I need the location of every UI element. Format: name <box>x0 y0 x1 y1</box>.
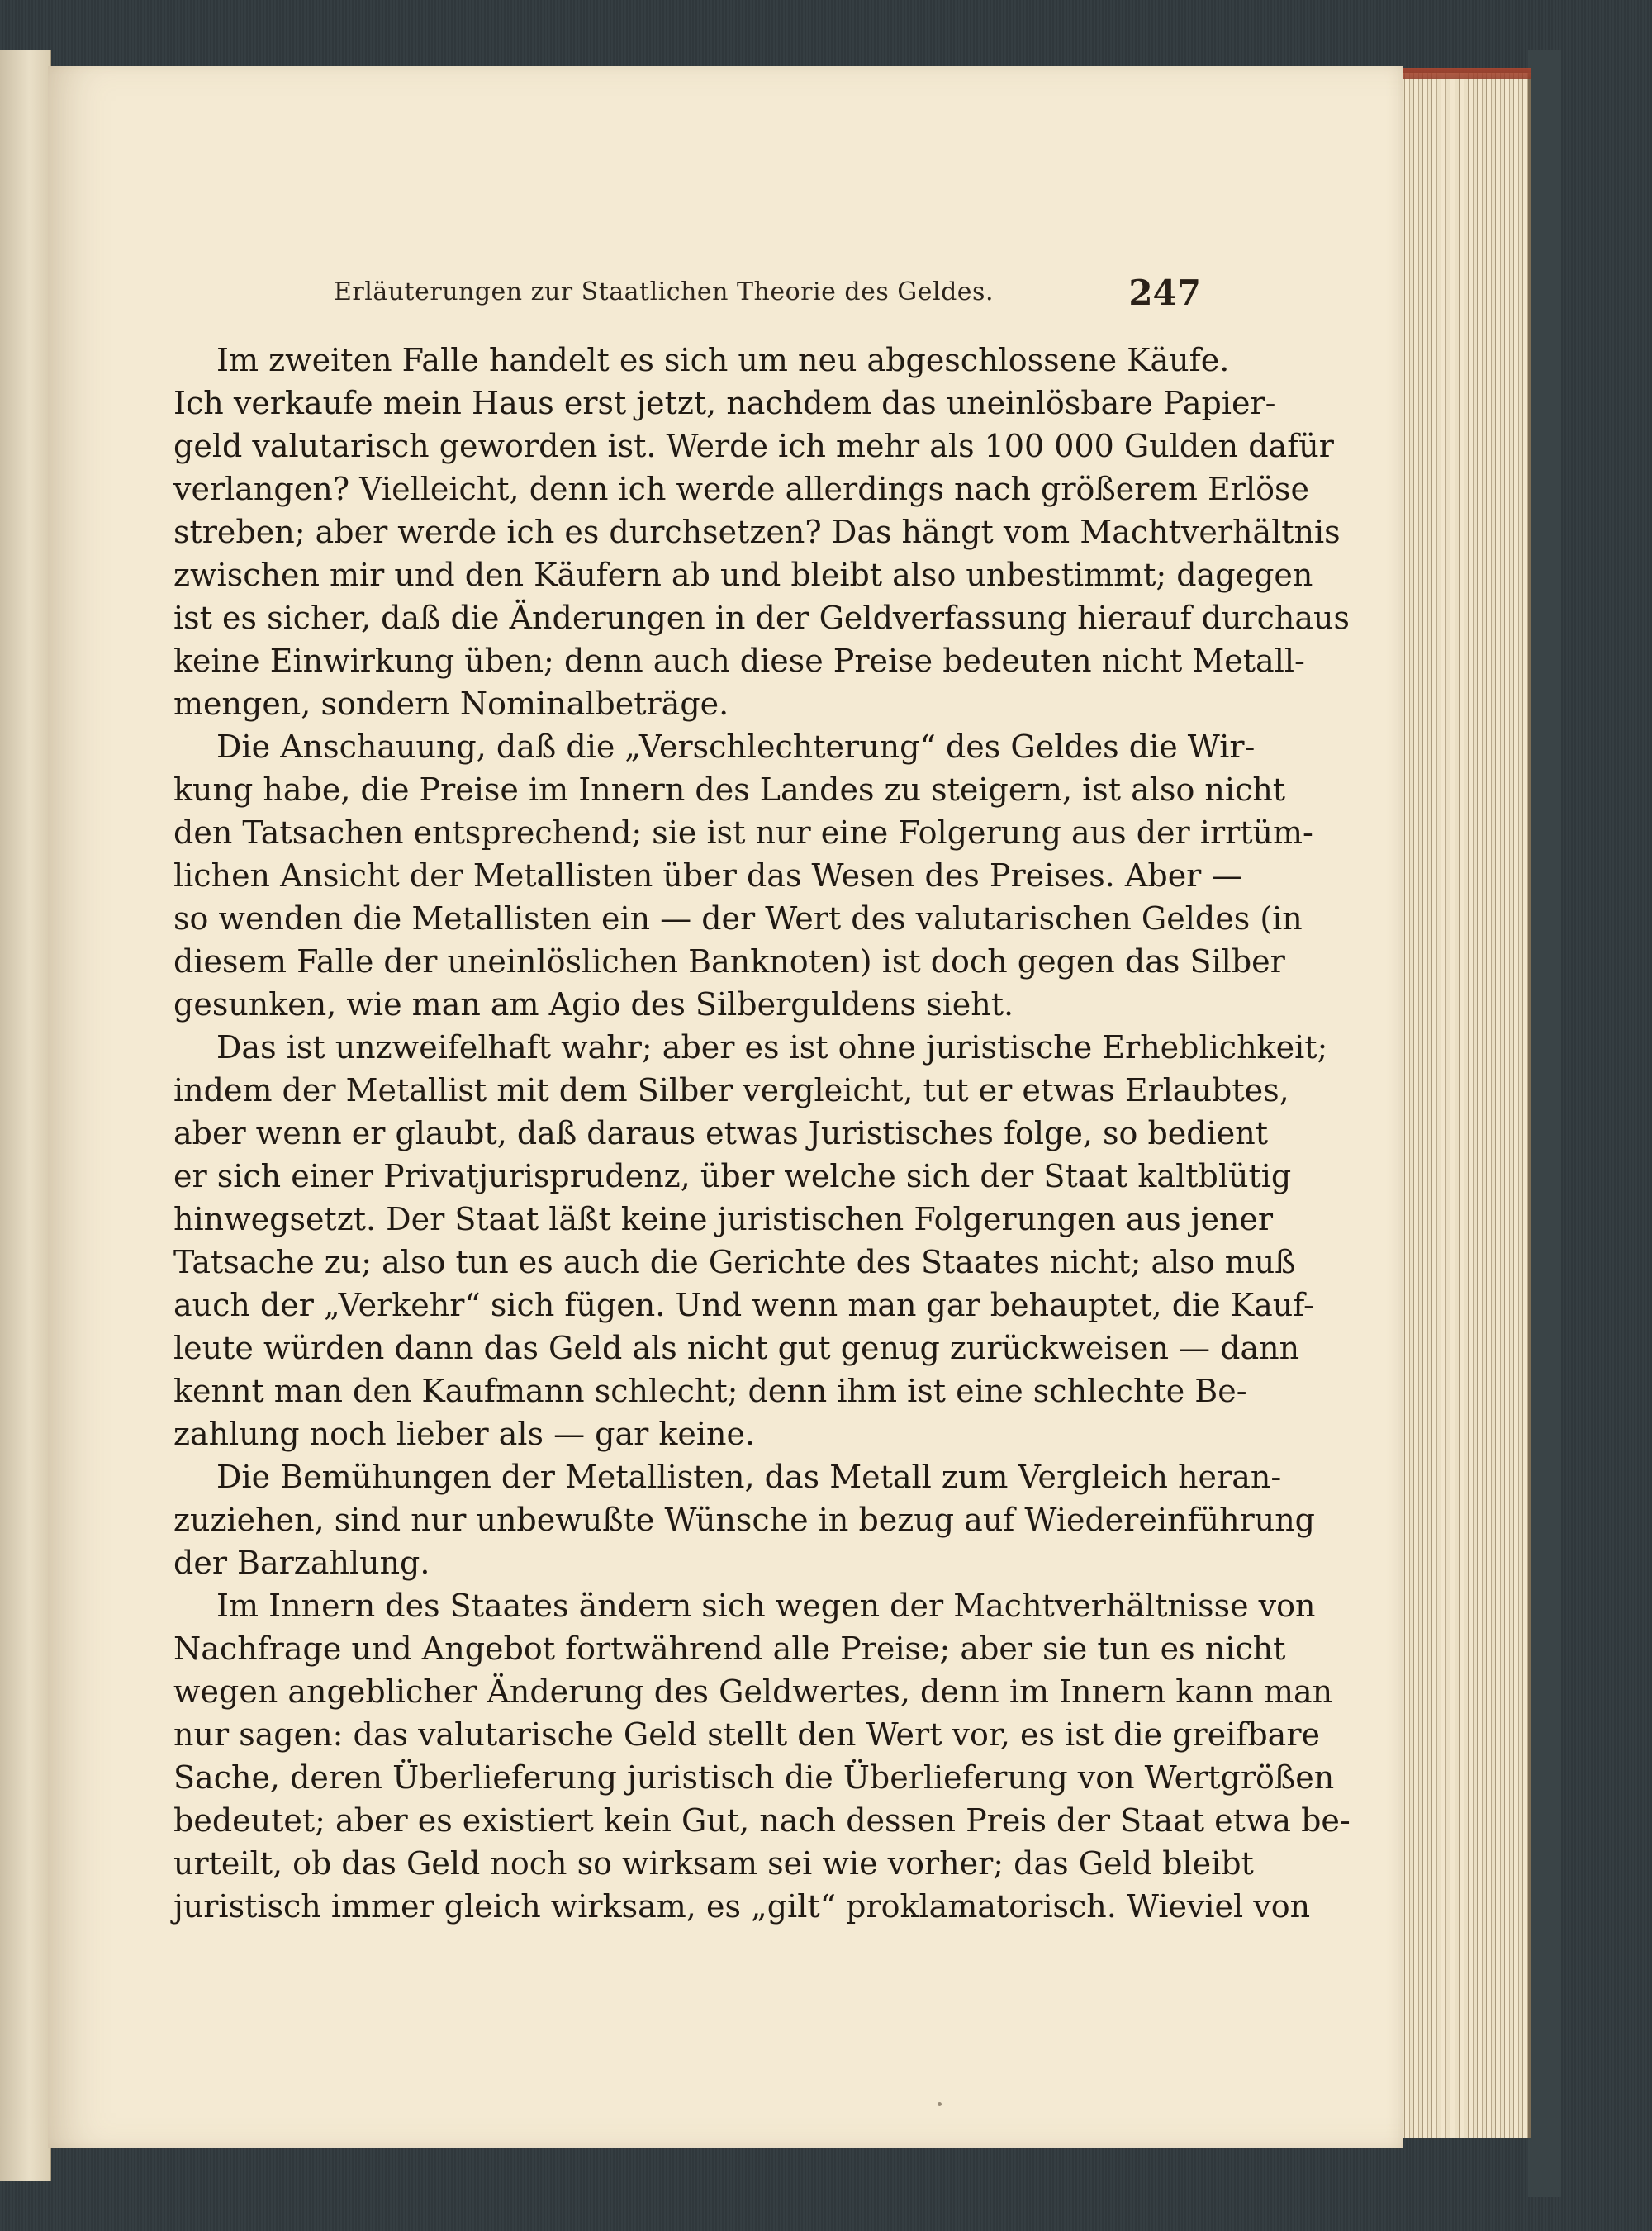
text-line: verlangen? Vielleicht, denn ich werde allerdings nach größerem Erlöse <box>173 471 1309 507</box>
text-line: ist es sicher, daß die Änderungen in der Geldverfassung hierauf durchaus <box>173 600 1350 636</box>
page-number: 247 <box>1128 273 1201 313</box>
text-line: streben; aber werde ich es durchsetzen? Das hängt vom Machtverhältnis <box>173 514 1341 550</box>
text-line: Das ist unzweifelhaft wahr; aber es ist ohne juristische Erheblichkeit; <box>216 1029 1328 1066</box>
text-line: keine Einwirkung üben; denn auch diese Preise bedeuten nicht Metall- <box>173 643 1305 679</box>
text-line: Im zweiten Falle handelt es sich um neu abgeschlossene Käufe. <box>216 342 1230 378</box>
text-line: lichen Ansicht der Metallisten über das Wesen des Preises. Aber — <box>173 857 1243 894</box>
text-line: Nachfrage und Angebot fortwährend alle Preise; aber sie tun es nicht <box>173 1631 1286 1667</box>
paragraph <box>173 1584 1351 1928</box>
text-line: leute würden dann das Geld als nicht gut genug zurückweisen — dann <box>173 1330 1300 1366</box>
body-text <box>173 339 1351 1928</box>
text-line: auch der „Verkehr“ sich fügen. Und wenn man gar behauptet, die Kauf- <box>173 1287 1314 1323</box>
text-line: Tatsache zu; also tun es auch die Gerichte des Staates nicht; also muß <box>173 1244 1296 1280</box>
text-line: aber wenn er glaubt, daß daraus etwas Juristisches folge, so bedient <box>173 1115 1268 1151</box>
text-line: bedeutet; aber es existiert kein Gut, nach dessen Preis der Staat etwa be- <box>173 1802 1351 1839</box>
text-line: der Barzahlung. <box>173 1545 430 1581</box>
page-stack-edges <box>1396 73 1531 2138</box>
book-page <box>48 66 1403 2148</box>
text-line: kennt man den Kaufmann schlecht; denn ihm ist eine schlechte Be- <box>173 1373 1247 1409</box>
text-line: nur sagen: das valutarische Geld stellt den Wert vor, es ist die greifbare <box>173 1716 1320 1753</box>
text-line: geld valutarisch geworden ist. Werde ich mehr als 100 000 Gulden dafür <box>173 428 1334 464</box>
text-line: Ich verkaufe mein Haus erst jetzt, nachdem das uneinlösbare Papier- <box>173 385 1276 421</box>
book-spine <box>1528 50 1561 2197</box>
text-line: gesunken, wie man am Agio des Silberguldens sieht. <box>173 986 1014 1023</box>
text-line: juristisch immer gleich wirksam, es „gilt“ proklamatorisch. Wieviel von <box>173 1888 1311 1925</box>
text-line: so wenden die Metallisten ein — der Wert des valutarischen Geldes (in <box>173 900 1303 937</box>
text-line: Sache, deren Überlieferung juristisch die Überlieferung von Wertgrößen <box>173 1759 1335 1796</box>
paragraph <box>173 1026 1328 1455</box>
paragraph <box>173 1455 1316 1584</box>
paragraph <box>173 725 1313 1026</box>
text-line: zuziehen, sind nur unbewußte Wünsche in bezug auf Wiedereinführung <box>173 1502 1316 1538</box>
text-line: Im Innern des Staates ändern sich wegen der Machtverhältnisse von <box>216 1588 1316 1624</box>
text-line: kung habe, die Preise im Innern des Landes zu steigern, ist also nicht <box>173 771 1286 808</box>
left-page-edge <box>0 50 51 2181</box>
text-line: mengen, sondern Nominalbeträge. <box>173 686 729 722</box>
text-line: Die Bemühungen der Metallisten, das Metall zum Vergleich heran- <box>216 1459 1282 1495</box>
text-line: indem der Metallist mit dem Silber vergleicht, tut er etwas Erlaubtes, <box>173 1072 1289 1108</box>
page-header <box>218 273 1201 314</box>
text-line: hinwegsetzt. Der Staat läßt keine juristischen Folgerungen aus jener <box>173 1201 1274 1237</box>
red-page-edge <box>1396 68 1531 79</box>
text-line: er sich einer Privatjurisprudenz, über welche sich der Staat kaltblütig <box>173 1158 1292 1194</box>
text-line: zahlung noch lieber als — gar keine. <box>173 1416 756 1452</box>
text-line: Die Anschauung, daß die „Verschlechterung“ des Geldes die Wir- <box>216 729 1256 765</box>
text-line: urteilt, ob das Geld noch so wirksam sei wie vorher; das Geld bleibt <box>173 1845 1254 1882</box>
text-line: zwischen mir und den Käufern ab und bleibt also unbestimmt; dagegen <box>173 557 1313 593</box>
running-title: Erläuterungen zur Staatlichen Theorie des Geldes. <box>334 278 994 306</box>
paragraph <box>173 339 1350 725</box>
paper-speck <box>938 2102 942 2106</box>
text-line: den Tatsachen entsprechend; sie ist nur eine Folgerung aus der irrtüm- <box>173 814 1313 851</box>
text-line: wegen angeblicher Änderung des Geldwertes, denn im Innern kann man <box>173 1673 1333 1710</box>
text-line: diesem Falle der uneinlöslichen Banknoten) ist doch gegen das Silber <box>173 943 1285 980</box>
